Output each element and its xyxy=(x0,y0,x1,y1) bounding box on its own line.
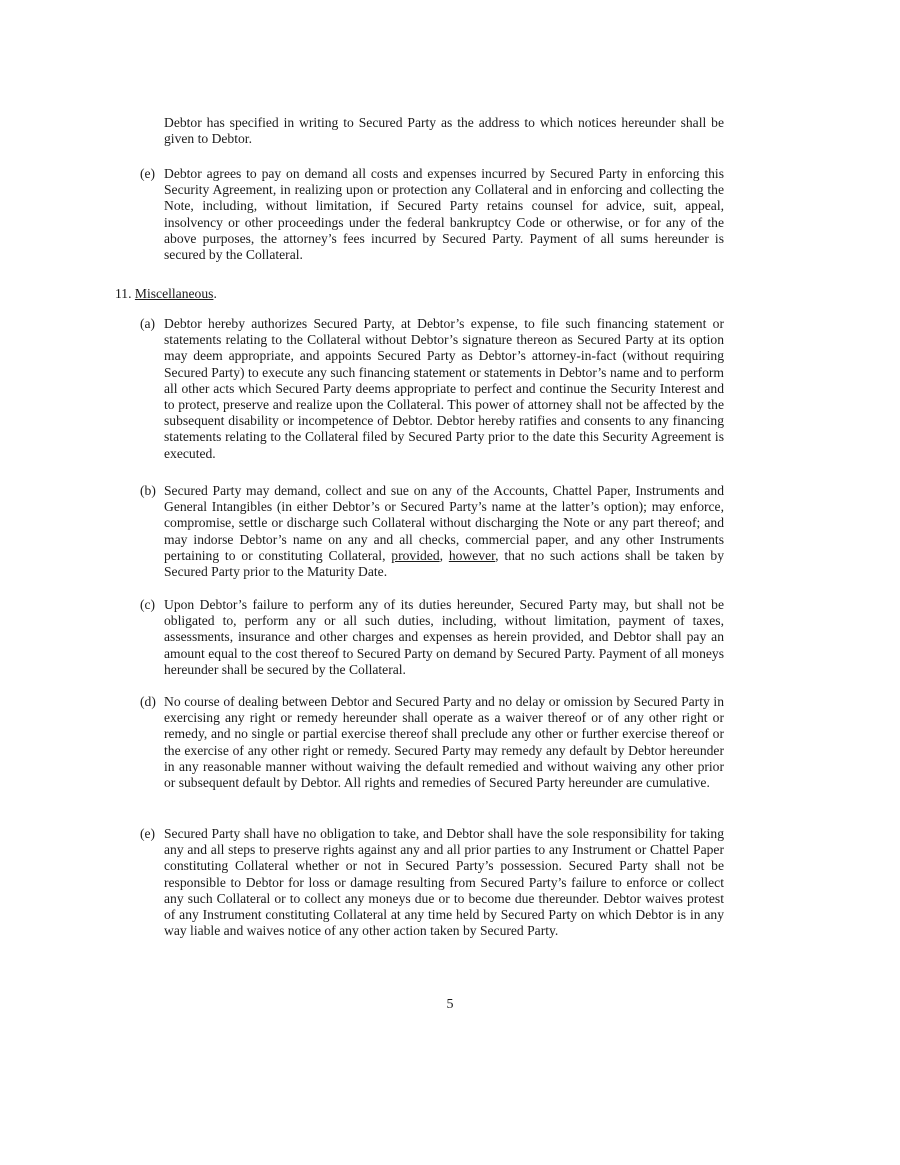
section-11a-paragraph: Debtor hereby authorizes Secured Party, at Debtor’s expense, to file such financing statement or statements relating to the Collateral without Debtor’s signature thereon as Secured Party at its option may deem appropriate, and appoints Secured Party as Debtor’s attorney-in-fact (without requiring Secured Party) to execute any such financing statement or statements in Debtor’s name and to perform all other acts which Secured Party deems appropriate to perfect and continue the Security Interest and to protect, preserve and realize upon the Collateral. This power of attorney shall not be affected by the subsequent disability or incompetence of Debtor. Debtor hereby ratifies and consents to any financing statements relating to the Collateral filed by Secured Party prior to the date this Security Agreement is executed. xyxy=(164,316,724,461)
section-11b-text-after: , that no such actions shall be taken by Secured Party prior to the Maturity Date. xyxy=(164,547,724,580)
page-number: 5 xyxy=(446,997,454,1012)
section-11e-paragraph: Secured Party shall have no obligation to take, and Debtor shall have the sole responsibility for taking any and all steps to preserve rights against any and all prior parties to any Instrument or Chattel Paper constituting Collateral whether or not in Secured Party’s possession. Secured Party shall not be responsible to Debtor for loss or damage resulting from Secured Party’s failure to enforce or collect any such Collateral or to collect any moneys due or to become due thereunder. Debtor waives protest of any Instrument constituting Collateral at any time held by Secured Party on which Debtor is in any way liable and waives notice of any other action taken by Secured Party. xyxy=(164,826,724,939)
section-11-title: Miscellaneous xyxy=(134,286,214,301)
section-11b-label: (b) xyxy=(140,483,156,498)
section-11b-text-before: Secured Party may demand, collect and sue on any of the Accounts, Chattel Paper, Instruments and General Intangibles (in either Debtor’s or Secured Party’s name at the latter’s option); may enforce, compromise, settle or discharge such Collateral without discharging the Note or any part thereof; and may indorse Debtor’s name on any and all checks, commercial paper, and any other Instruments pertaining to or constituting Collateral, xyxy=(164,483,724,563)
section-11-heading xyxy=(115,286,217,302)
section-11-title-period: . xyxy=(213,286,217,301)
section-11b-comma: , xyxy=(439,547,449,563)
section-11c-label: (c) xyxy=(140,597,156,612)
provided-term: provided xyxy=(391,547,440,563)
section-11-number: 11. xyxy=(115,286,132,301)
continuation-paragraph: Debtor has specified in writing to Secured Party as the address to which notices hereunder shall be given to Debtor. xyxy=(164,115,724,147)
section-11d-paragraph: No course of dealing between Debtor and Secured Party and no delay or omission by Secured Party in exercising any right or remedy hereunder shall operate as a waiver thereof or of any other right or remedy, and no single or partial exercise thereof shall preclude any other or further exercise thereof or the exercise of any other right or remedy. Secured Party may remedy any default by Debtor hereunder in any reasonable manner without waiving the default remedied and without waiving any other prior or subsequent default by Debtor. All rights and remedies of Secured Party hereunder are cumulative. xyxy=(164,694,724,791)
section-10e-label: (e) xyxy=(140,166,156,181)
however-term: however xyxy=(448,547,496,563)
section-11a-label: (a) xyxy=(140,316,156,331)
section-10e-paragraph: Debtor agrees to pay on demand all costs and expenses incurred by Secured Party in enforcing this Security Agreement, in realizing upon or protection any Collateral and in enforcing and collecting the Note, including, without limitation, if Secured Party retains counsel for advice, suit, appeal, insolvency or other proceedings under the federal bankruptcy Code or otherwise, or for any of the above purposes, the attorney’s fees incurred by Secured Party. Payment of all sums hereunder is secured by the Collateral. xyxy=(164,166,724,263)
section-11b-paragraph xyxy=(164,483,724,580)
section-11c-paragraph: Upon Debtor’s failure to perform any of its duties hereunder, Secured Party may, but shall not be obligated to, perform any or all such duties, including, without limitation, payment of taxes, assessments, insurance and other charges and expenses as herein provided, and Debtor shall pay an amount equal to the cost thereof to Secured Party on demand by Secured Party. Payment of all moneys hereunder shall be secured by the Collateral. xyxy=(164,597,724,677)
section-11d-label: (d) xyxy=(140,694,156,709)
section-11e-label: (e) xyxy=(140,826,156,841)
